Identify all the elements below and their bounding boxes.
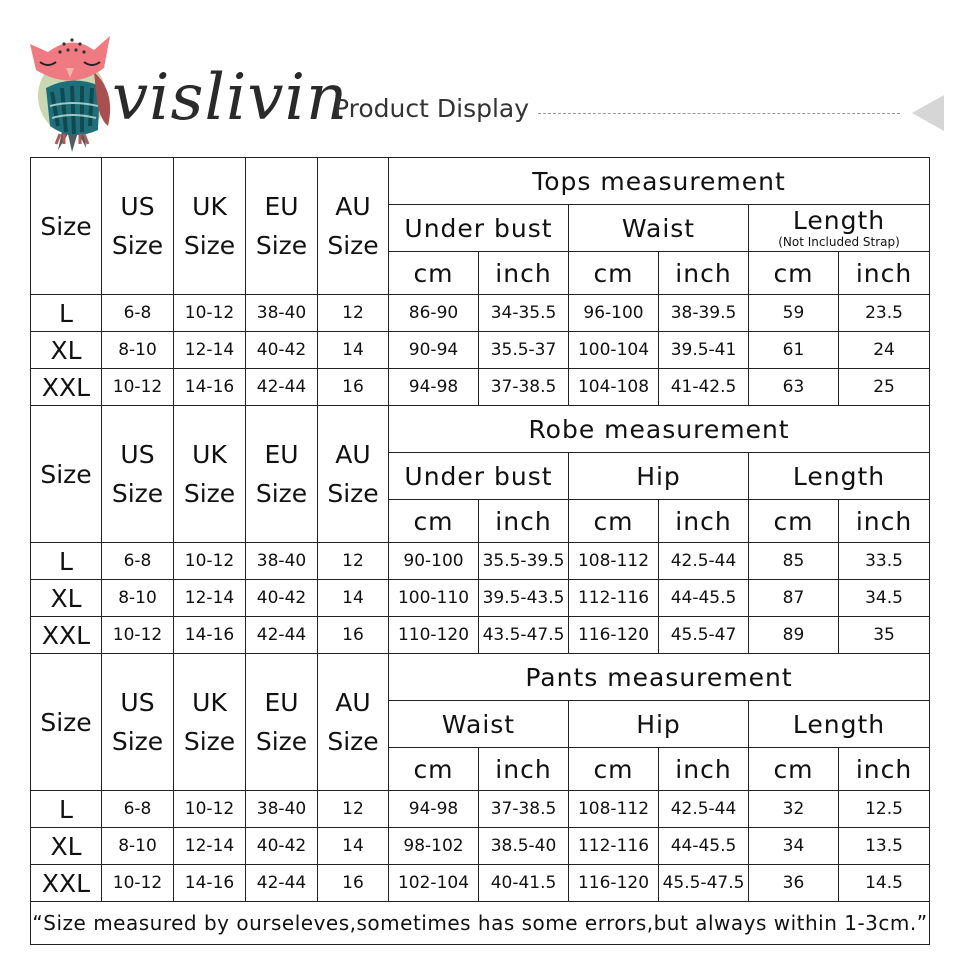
- measurement-cell: 59: [749, 295, 839, 332]
- unit-inch-header: inch: [659, 500, 749, 543]
- uk-size-cell: 14-16: [174, 369, 246, 406]
- measurement-cell: 33.5: [839, 543, 930, 580]
- au-size-line1: AU: [335, 192, 371, 221]
- uk-size-line1: UK: [192, 192, 227, 221]
- measurement-cell: 102-104: [389, 865, 479, 902]
- measurement-cell: 87: [749, 580, 839, 617]
- measurement-cell: 85: [749, 543, 839, 580]
- measurement-cell: 39.5-43.5: [479, 580, 569, 617]
- uk-size-cell: 14-16: [174, 865, 246, 902]
- eu-size-line1: EU: [264, 688, 299, 717]
- au-size-cell: 12: [318, 295, 389, 332]
- au-size-line1: AU: [335, 440, 371, 469]
- measurement-cell: 94-98: [389, 791, 479, 828]
- table-row: [31, 543, 930, 580]
- eu-size-cell: 38-40: [246, 791, 318, 828]
- measurement-group-header: [749, 701, 930, 748]
- measurement-cell: 25: [839, 369, 930, 406]
- us-size-cell: 10-12: [102, 617, 174, 654]
- measurement-cell: 24: [839, 332, 930, 369]
- brand-name: vislivin: [112, 61, 349, 135]
- measurement-cell: 41-42.5: [659, 369, 749, 406]
- unit-cm-header: cm: [389, 500, 479, 543]
- au-size-cell: 12: [318, 791, 389, 828]
- eu-size-line1: EU: [264, 192, 299, 221]
- eu-size-cell: 40-42: [246, 332, 318, 369]
- measurement-cell: 94-98: [389, 369, 479, 406]
- unit-cm-header: cm: [389, 748, 479, 791]
- size-cell: XXL: [31, 865, 102, 902]
- section-header-row: [31, 406, 930, 453]
- uk-size-line2: Size: [183, 479, 236, 508]
- measurement-cell: 44-45.5: [659, 580, 749, 617]
- page-header: [0, 0, 960, 158]
- size-cell: XL: [31, 332, 102, 369]
- eu-size-header: [246, 406, 318, 543]
- us-size-cell: 8-10: [102, 828, 174, 865]
- us-size-cell: 6-8: [102, 295, 174, 332]
- measurement-cell: 100-110: [389, 580, 479, 617]
- measurement-group-header: [749, 205, 930, 252]
- size-cell: XXL: [31, 369, 102, 406]
- owl-logo-icon: [24, 22, 116, 154]
- measurement-group-header: [569, 453, 749, 500]
- uk-size-line1: UK: [192, 440, 227, 469]
- measurement-cell: 36: [749, 865, 839, 902]
- group-label: Under bust: [404, 213, 553, 243]
- eu-size-line2: Size: [255, 479, 308, 508]
- section-title: Pants measurement: [389, 654, 930, 701]
- uk-size-cell: 12-14: [174, 828, 246, 865]
- measurement-cell: 89: [749, 617, 839, 654]
- eu-size-header: [246, 158, 318, 295]
- page-subtitle: Product Display: [334, 94, 530, 123]
- table-row: [31, 295, 930, 332]
- measurement-cell: 96-100: [569, 295, 659, 332]
- measurement-cell: 42.5-44: [659, 791, 749, 828]
- au-size-line2: Size: [327, 231, 379, 260]
- uk-size-cell: 10-12: [174, 543, 246, 580]
- us-size-cell: 6-8: [102, 791, 174, 828]
- measurement-cell: 104-108: [569, 369, 659, 406]
- group-label: Waist: [621, 213, 696, 243]
- measurement-cell: 34: [749, 828, 839, 865]
- eu-size-line2: Size: [255, 727, 308, 756]
- unit-inch-header: inch: [839, 748, 930, 791]
- measurement-cell: 112-116: [569, 580, 659, 617]
- section-title: Tops measurement: [389, 158, 930, 205]
- table-row: [31, 791, 930, 828]
- measurement-cell: 110-120: [389, 617, 479, 654]
- size-header: Size: [31, 158, 102, 295]
- measurement-cell: 86-90: [389, 295, 479, 332]
- eu-size-cell: 40-42: [246, 580, 318, 617]
- measurement-cell: 108-112: [569, 791, 659, 828]
- section-header-row: [31, 654, 930, 701]
- measurement-cell: 45.5-47: [659, 617, 749, 654]
- eu-size-cell: 42-44: [246, 865, 318, 902]
- measurement-cell: 61: [749, 332, 839, 369]
- unit-cm-header: cm: [749, 252, 839, 295]
- section-title: Robe measurement: [389, 406, 930, 453]
- au-size-cell: 14: [318, 332, 389, 369]
- footnote-row: [31, 902, 930, 945]
- measurement-cell: 39.5-41: [659, 332, 749, 369]
- size-cell: XL: [31, 828, 102, 865]
- eu-size-cell: 38-40: [246, 295, 318, 332]
- us-size-line2: Size: [111, 231, 164, 260]
- us-size-cell: 6-8: [102, 543, 174, 580]
- uk-size-header: [174, 406, 246, 543]
- unit-inch-header: inch: [479, 748, 569, 791]
- measurement-cell: 38-39.5: [659, 295, 749, 332]
- measurement-cell: 12.5: [839, 791, 930, 828]
- size-cell: L: [31, 543, 102, 580]
- unit-cm-header: cm: [569, 252, 659, 295]
- size-cell: L: [31, 791, 102, 828]
- au-size-line1: AU: [335, 688, 371, 717]
- us-size-header: [102, 654, 174, 791]
- measurement-cell: 63: [749, 369, 839, 406]
- measurement-cell: 32: [749, 791, 839, 828]
- au-size-cell: 12: [318, 543, 389, 580]
- eu-size-line2: Size: [255, 231, 308, 260]
- measurement-group-header: [389, 453, 569, 500]
- measurement-cell: 43.5-47.5: [479, 617, 569, 654]
- eu-size-cell: 38-40: [246, 543, 318, 580]
- measurement-cell: 35.5-37: [479, 332, 569, 369]
- group-label: Length: [792, 461, 886, 491]
- unit-cm-header: cm: [569, 500, 659, 543]
- measurement-cell: 14.5: [839, 865, 930, 902]
- size-chart: [30, 157, 929, 945]
- size-header: Size: [31, 654, 102, 791]
- size-cell: XXL: [31, 617, 102, 654]
- measurement-group-header: [389, 205, 569, 252]
- au-size-cell: 16: [318, 369, 389, 406]
- measurement-cell: 38.5-40: [479, 828, 569, 865]
- uk-size-cell: 10-12: [174, 791, 246, 828]
- unit-inch-header: inch: [479, 252, 569, 295]
- unit-inch-header: inch: [479, 500, 569, 543]
- eu-size-header: [246, 654, 318, 791]
- measurement-cell: 34-35.5: [479, 295, 569, 332]
- unit-cm-header: cm: [569, 748, 659, 791]
- au-size-header: [318, 654, 389, 791]
- measurement-group-header: [569, 205, 749, 252]
- table-row: [31, 865, 930, 902]
- unit-inch-header: inch: [839, 500, 930, 543]
- uk-size-cell: 12-14: [174, 332, 246, 369]
- us-size-cell: 8-10: [102, 332, 174, 369]
- us-size-cell: 10-12: [102, 369, 174, 406]
- au-size-line2: Size: [327, 479, 379, 508]
- measurement-cell: 35.5-39.5: [479, 543, 569, 580]
- measurement-cell: 45.5-47.5: [659, 865, 749, 902]
- measurement-cell: 116-120: [569, 865, 659, 902]
- table-row: [31, 828, 930, 865]
- dashed-divider: [538, 113, 900, 114]
- size-cell: L: [31, 295, 102, 332]
- au-size-cell: 14: [318, 580, 389, 617]
- us-size-cell: 8-10: [102, 580, 174, 617]
- us-size-line1: US: [120, 688, 155, 717]
- measurement-cell: 116-120: [569, 617, 659, 654]
- eu-size-cell: 42-44: [246, 617, 318, 654]
- measurement-cell: 44-45.5: [659, 828, 749, 865]
- us-size-header: [102, 406, 174, 543]
- length-note: (Not Included Strap): [778, 235, 900, 249]
- group-label: Waist: [441, 709, 516, 739]
- au-size-cell: 16: [318, 865, 389, 902]
- measurement-cell: 13.5: [839, 828, 930, 865]
- group-label: Hip: [636, 709, 681, 739]
- eu-size-line1: EU: [264, 440, 299, 469]
- measurement-cell: 90-100: [389, 543, 479, 580]
- section-header-row: [31, 158, 930, 205]
- eu-size-cell: 42-44: [246, 369, 318, 406]
- measurement-cell: 112-116: [569, 828, 659, 865]
- au-size-header: [318, 406, 389, 543]
- measurement-group-header: [389, 701, 569, 748]
- uk-size-line2: Size: [183, 727, 236, 756]
- group-label: Hip: [636, 461, 681, 491]
- size-cell: XL: [31, 580, 102, 617]
- measurement-cell: 98-102: [389, 828, 479, 865]
- table-row: [31, 369, 930, 406]
- uk-size-line1: UK: [192, 688, 227, 717]
- measurement-cell: 23.5: [839, 295, 930, 332]
- unit-inch-header: inch: [659, 252, 749, 295]
- group-label: Length: [792, 206, 886, 235]
- table-row: [31, 332, 930, 369]
- size-table: [30, 157, 930, 945]
- eu-size-cell: 40-42: [246, 828, 318, 865]
- au-size-cell: 14: [318, 828, 389, 865]
- unit-inch-header: inch: [839, 252, 930, 295]
- measurement-cell: 35: [839, 617, 930, 654]
- measurement-cell: 37-38.5: [479, 791, 569, 828]
- measurement-cell: 34.5: [839, 580, 930, 617]
- measurement-cell: 42.5-44: [659, 543, 749, 580]
- footnote: “Size measured by ourseleves,sometimes has some errors,but always within 1-3cm.”: [31, 902, 930, 945]
- uk-size-header: [174, 158, 246, 295]
- measurement-cell: 40-41.5: [479, 865, 569, 902]
- au-size-cell: 16: [318, 617, 389, 654]
- measurement-cell: 90-94: [389, 332, 479, 369]
- measurement-group-header: [749, 453, 930, 500]
- us-size-line2: Size: [111, 479, 164, 508]
- size-header: Size: [31, 406, 102, 543]
- table-row: [31, 580, 930, 617]
- us-size-line1: US: [120, 192, 155, 221]
- unit-cm-header: cm: [749, 748, 839, 791]
- unit-inch-header: inch: [659, 748, 749, 791]
- uk-size-cell: 10-12: [174, 295, 246, 332]
- us-size-cell: 10-12: [102, 865, 174, 902]
- au-size-header: [318, 158, 389, 295]
- triangle-arrow-icon: [912, 95, 944, 131]
- us-size-line2: Size: [111, 727, 164, 756]
- measurement-group-header: [569, 701, 749, 748]
- uk-size-line2: Size: [183, 231, 236, 260]
- us-size-line1: US: [120, 440, 155, 469]
- measurement-cell: 37-38.5: [479, 369, 569, 406]
- measurement-cell: 108-112: [569, 543, 659, 580]
- uk-size-cell: 12-14: [174, 580, 246, 617]
- au-size-line2: Size: [327, 727, 379, 756]
- uk-size-header: [174, 654, 246, 791]
- measurement-cell: 100-104: [569, 332, 659, 369]
- table-row: [31, 617, 930, 654]
- us-size-header: [102, 158, 174, 295]
- group-label: Length: [792, 709, 886, 739]
- unit-cm-header: cm: [749, 500, 839, 543]
- unit-cm-header: cm: [389, 252, 479, 295]
- uk-size-cell: 14-16: [174, 617, 246, 654]
- group-label: Under bust: [404, 461, 553, 491]
